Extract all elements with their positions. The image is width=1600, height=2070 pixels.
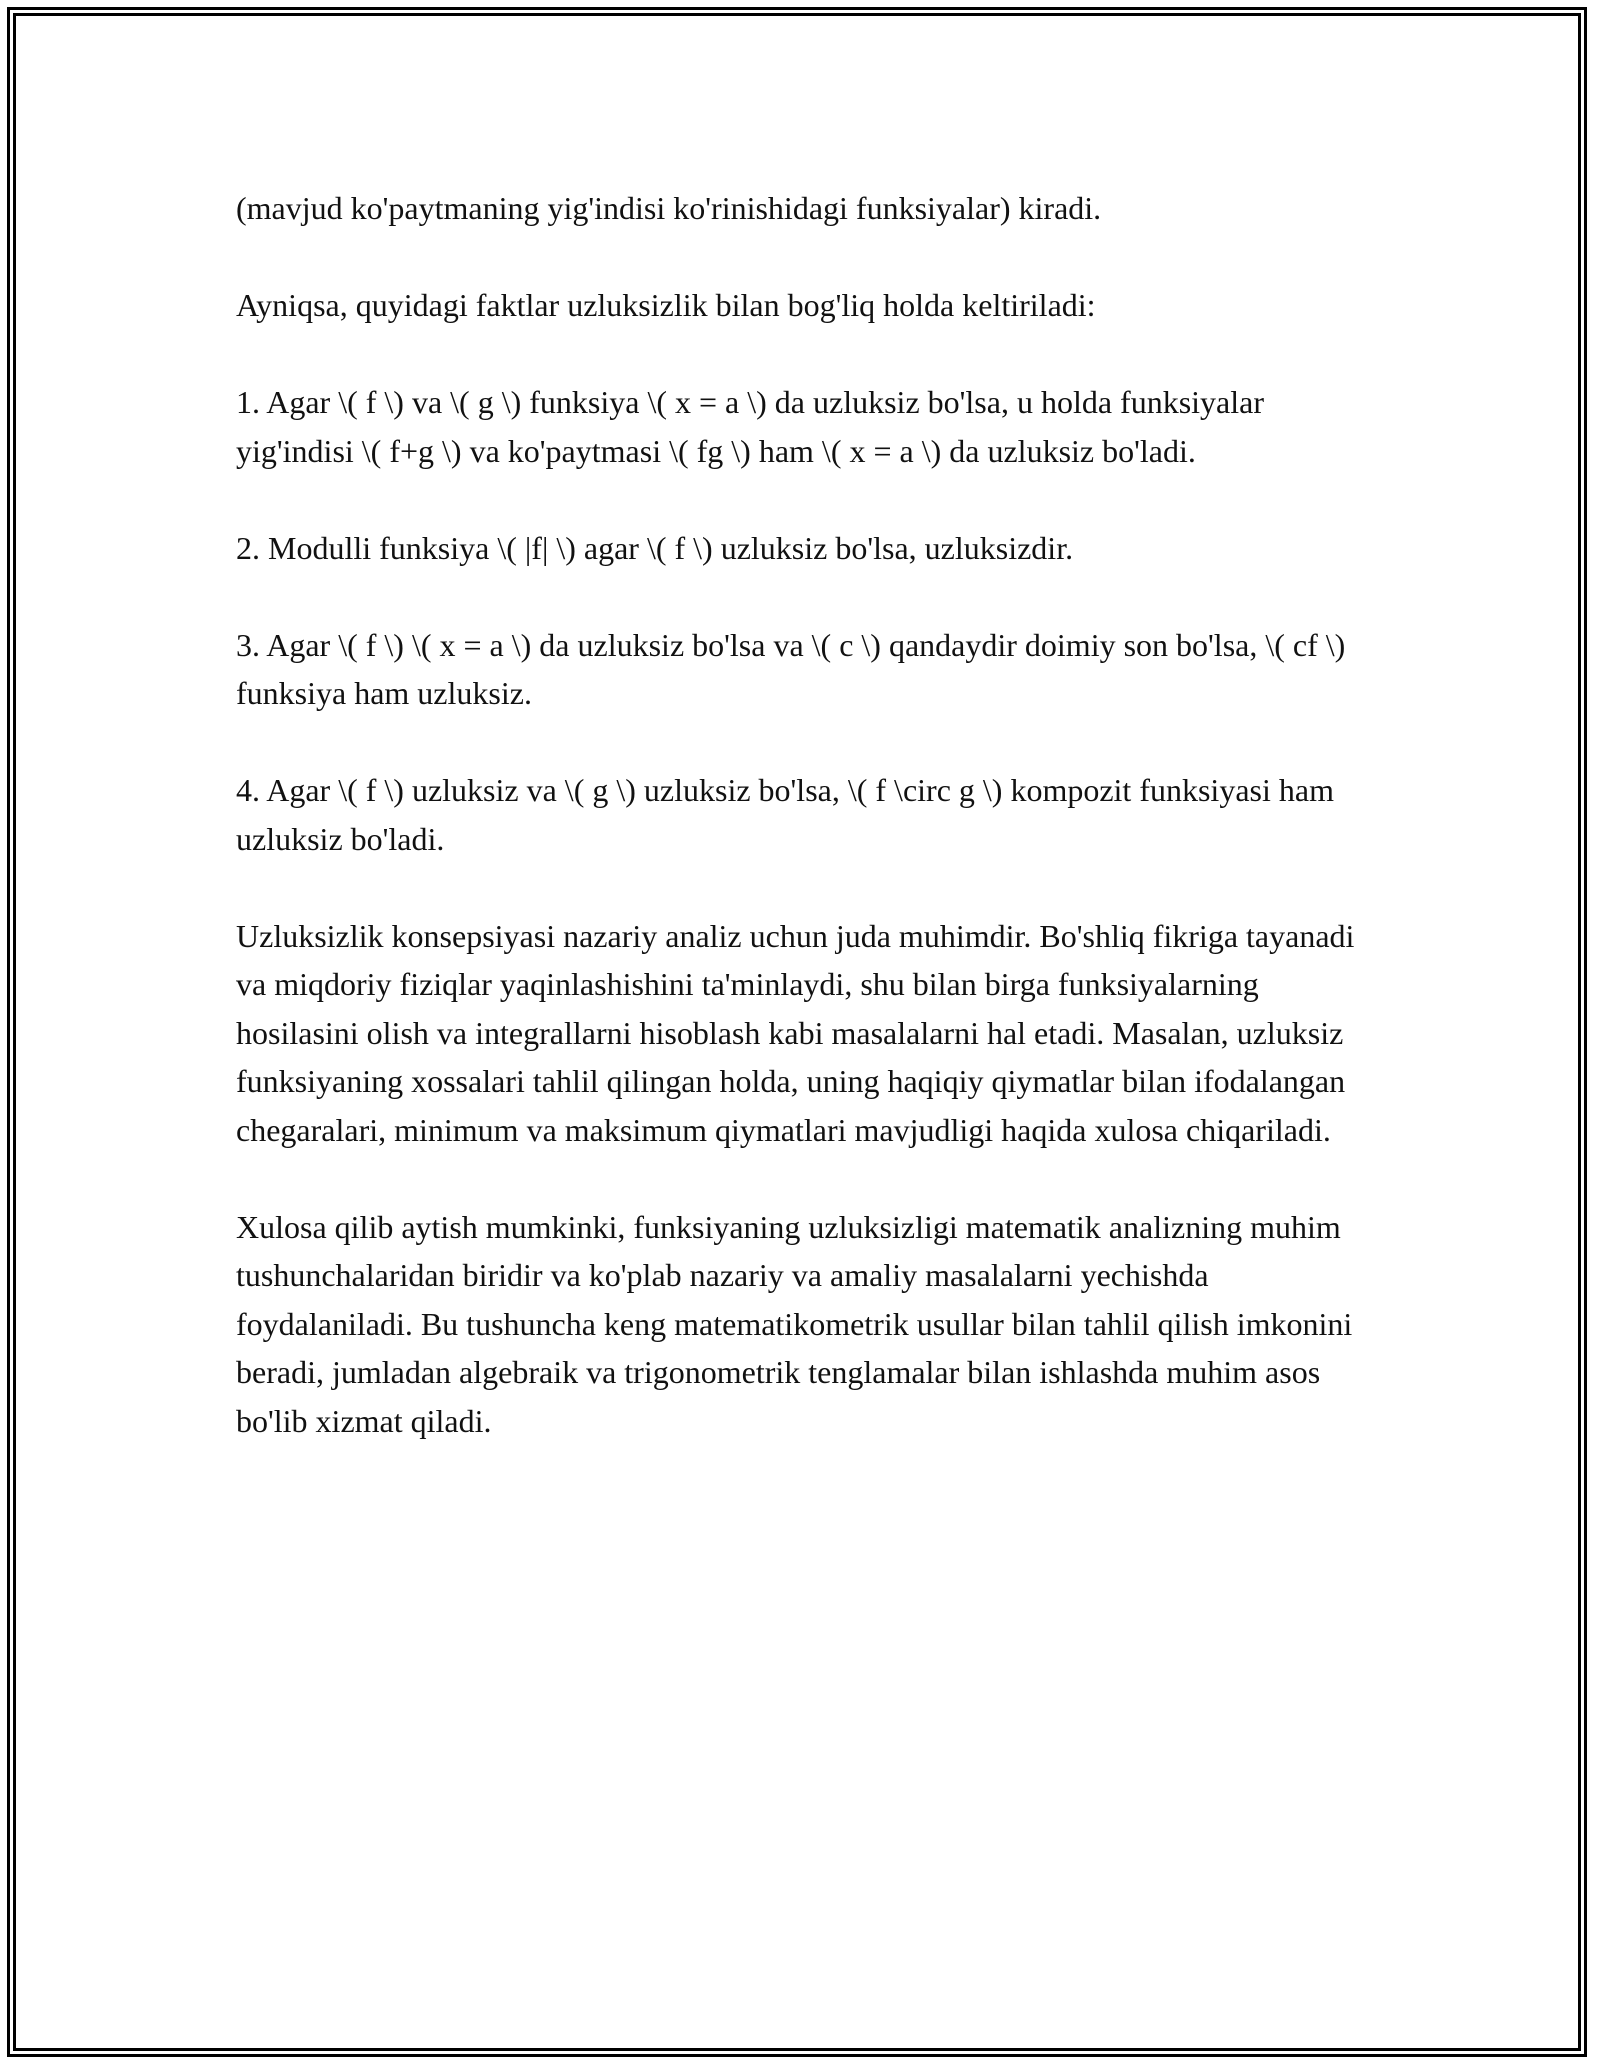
paragraph-conclusion: Xulosa qilib aytish mumkinki, funksiyaning uzluksizligi matematik analizning muhim tushunchalaridan biridir va ko'plab nazariy va amaliy masalalarni yechishda foydalaniladi. Bu tushuncha keng matematikometrik usullar bilan tahlil qilish imkonini beradi, jumladan algebraik va trigonometrik tenglamalar bilan ishlashda muhim asos bo'lib xizmat qiladi. [236,1208,1353,1439]
paragraph-facts-intro: Ayniqsa, quyidagi faktlar uzluksizlik bilan bog'liq holda keltiriladi: [236,287,1096,323]
list-item-1: 1. Agar \( f \) va \( g \) funksiya \( x = a \) da uzluksiz bo'lsa, u holda funksiyalar yig'indisi \( f+g \) va ko'paytmasi \( fg \) ham \( x = a \) da uzluksiz bo'ladi. [236,384,1264,469]
list-item-4: 4. Agar \( f \) uzluksiz va \( g \) uzluksiz bo'lsa, \( f \circ g \) kompozit funksiyasi ham uzluksiz bo'ladi. [236,772,1334,857]
document-body [236,184,1366,1494]
list-item-3: 3. Agar \( f \) \( x = a \) da uzluksiz bo'lsa va \( c \) qandaydir doimiy son bo'lsa, \( cf \) funksiya ham uzluksiz. [236,626,1346,711]
list-item-2: 2. Modulli funksiya \( |f| \) agar \( f \) uzluksiz bo'lsa, uzluksizdir. [236,529,1074,566]
paragraph-intro-continuation: (mavjud ko'paytmaning yig'indisi ko'rinishidagi funksiyalar) kiradi. [236,190,1102,226]
paragraph-importance: Uzluksizlik konsepsiyasi nazariy analiz uchun juda muhimdir. Bo'shliq fikriga tayanadi va miqdoriy fiziqlar yaqinlashishini ta'minlaydi, shu bilan birga funksiyalarning hosilasini olish va integrallarni hisoblash kabi masalalarni hal etadi. Masalan, uzluksiz funksiyaning xossalari tahlil qilingan holda, uning haqiqiy qiymatlar bilan ifodalangan chegaralari, minimum va maksimum qiymatlari mavjudligi haqida xulosa chiqariladi. [236,917,1355,1148]
